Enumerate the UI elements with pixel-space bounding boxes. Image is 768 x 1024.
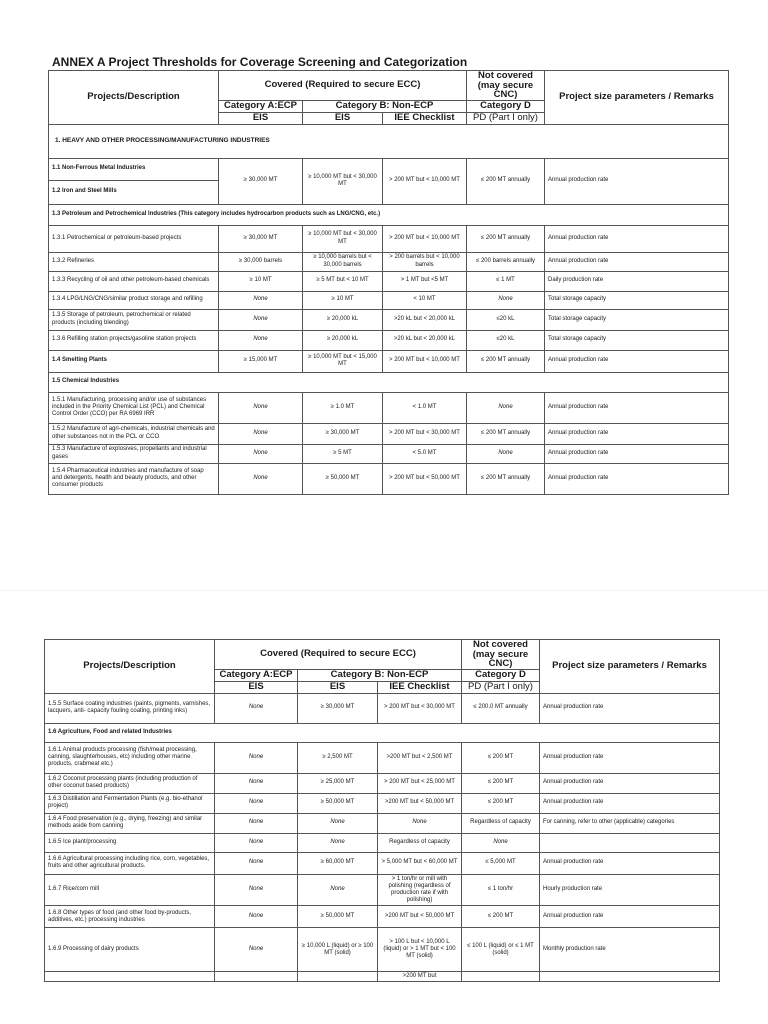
table-row-name: 1.3.6 Refilling station projects/gasoline station projects: [49, 330, 219, 350]
cell-cat-iee: >200 MT but < 50,000 MT: [378, 906, 462, 928]
table-body-3: [45, 693, 720, 742]
table-row: [45, 874, 720, 906]
document-title: ANNEX A Project Thresholds for Coverage Screening and Categorization: [52, 55, 468, 69]
cell-cat-d: ≤ 200 MT annually: [467, 225, 545, 252]
header-cat-b: Category B: Non-ECP: [298, 669, 462, 681]
table-row: [45, 833, 720, 852]
cell-cat-b: None: [298, 874, 378, 906]
cell-cat-d: ≤20 kL: [467, 309, 545, 330]
table-row-name: 1.5.4 Pharmaceutical industries and manufacture of soap and detergents, health and beauty products, and other consumer products: [49, 463, 219, 494]
table-row-name: 1.6.2 Coconut processing plants (including production of other coconut based products): [45, 773, 215, 793]
header-projects: Projects/Description: [45, 640, 215, 694]
cell-cat-b: ≥ 50,000 MT: [298, 906, 378, 928]
cell-param: Annual production rate: [545, 392, 729, 423]
cell-cat-b: ≥ 5 MT but < 10 MT: [303, 271, 383, 291]
cell-cat-iee: > 200 MT but < 50,000 MT: [383, 463, 467, 494]
table-body-2: [49, 372, 729, 392]
table-body-chemical: [49, 392, 729, 494]
cut-cell: [462, 972, 540, 982]
cell-cat-b: ≥ 20,000 kL: [303, 330, 383, 350]
cell-param: Annual production rate: [545, 423, 729, 444]
section-heading: 1.3 Petroleum and Petrochemical Industries (This category includes hydrocarbon products such as LNG/CNG, etc.): [49, 204, 729, 225]
header-eis-a: EIS: [215, 681, 298, 693]
header-eis-b: EIS: [298, 681, 378, 693]
cell-cat-a: None: [219, 463, 303, 494]
cell-cat-b: ≥ 10,000 MT but < 15,000 MT: [303, 350, 383, 372]
cell-cat-d: ≤ 200 MT annually: [467, 463, 545, 494]
cell-cat-iee: > 200 MT but < 10,000 MT: [383, 225, 467, 252]
cell-cat-b: ≥ 50,000 MT: [303, 463, 383, 494]
table-row-name: 1.6.1 Animal products processing (fish/meat processing, canning, slaughterhouses, etc) including other marine products, crabmeat etc.): [45, 742, 215, 773]
cell-cat-a: ≥ 30,000 barrels: [219, 252, 303, 271]
cell-cat-iee: > 1 MT but <5 MT: [383, 271, 467, 291]
cell-cat-iee: > 200 barrels but < 10,000 barrels: [383, 252, 467, 271]
table-row: [49, 309, 729, 330]
thresholds-table-page-2: [44, 639, 720, 982]
cell-param: Annual production rate: [540, 693, 720, 723]
table-row-name: 1.3.1 Petrochemical or petroleum-based projects: [49, 225, 219, 252]
header-params: Project size parameters / Remarks: [545, 71, 729, 125]
header-not-covered: Not covered (may secure CNC): [467, 71, 545, 101]
table-row: [45, 928, 720, 972]
cell-param: Total storage capacity: [545, 291, 729, 309]
header-params: Project size parameters / Remarks: [540, 640, 720, 694]
cell-cat-a: None: [215, 793, 298, 813]
table-row-name: 1.6.6 Agricultural processing including rice, corn, vegetables, fruits and other agricultural products.: [45, 852, 215, 874]
cell-param: Annual production rate: [540, 793, 720, 813]
header-covered: Covered (Required to secure ECC): [215, 640, 462, 670]
cell-cat-iee: < 10 MT: [383, 291, 467, 309]
cell-cat-d: ≤ 5,000 MT: [462, 852, 540, 874]
table-row: [49, 291, 729, 309]
cell-param: Annual production rate: [545, 158, 729, 204]
page-divider: [0, 590, 768, 591]
cell-cat-iee: >20 kL but < 20,000 kL: [383, 309, 467, 330]
cell-cat-b: ≥ 10,000 L (liquid) or ≥ 100 MT (solid): [298, 928, 378, 972]
table-row: [45, 813, 720, 833]
cell-cat-d: ≤ 200 MT: [462, 793, 540, 813]
header-cat-d: Category D: [467, 100, 545, 112]
cell-cat-a: None: [215, 906, 298, 928]
cell-param: Annual production rate: [540, 773, 720, 793]
header-iee: IEE Checklist: [383, 112, 467, 124]
thresholds-table-page-1: [48, 70, 729, 495]
table-row: [45, 742, 720, 773]
cell-iee: >200 MT but: [378, 972, 462, 982]
table-row-name: 1.5.5 Surface coating industries (paints, pigments, varnishes, lacquers, anti- capacity fouling coating, printing inks): [45, 693, 215, 723]
table-row: [49, 350, 729, 372]
cell-param: Annual production rate: [545, 252, 729, 271]
cell-cat-d: None: [467, 392, 545, 423]
table-row-name: 1.3.5 Storage of petroleum, petrochemical or related products (including blending): [49, 309, 219, 330]
cell-cat-iee: > 200 MT but < 25,000 MT: [378, 773, 462, 793]
table-row-name: 1.5.2 Manufacture of agri-chemicals, industrial chemicals and other substances not in the PCL or CCO: [49, 423, 219, 444]
cell-cat-iee: >200 MT but < 50,000 MT: [378, 793, 462, 813]
table-row-name: 1.6.4 Food preservation (e.g., drying, freezing) and similar methods aside from canning: [45, 813, 215, 833]
table-row: [49, 330, 729, 350]
table-row: [45, 773, 720, 793]
cell-cat-d: ≤ 200 MT: [462, 742, 540, 773]
cell-cat-b: ≥ 5 MT: [303, 444, 383, 463]
cell-cat-iee: > 5,000 MT but < 60,000 MT: [378, 852, 462, 874]
table-row-name: 1.6.3 Distillation and Fermentation Plants (e.g. bio-ethanol project): [45, 793, 215, 813]
cut-cell: [215, 972, 298, 982]
table-row-name: 1.6.5 Ice plant/processing: [45, 833, 215, 852]
cell-cat-d: ≤ 1 ton/hr: [462, 874, 540, 906]
cell-cat-b: None: [298, 813, 378, 833]
table-row-name: 1.1 Non-Ferrous Metal Industries: [49, 158, 219, 180]
cell-param: For canning, refer to other (applicable) categories: [540, 813, 720, 833]
cell-cat-a: None: [215, 693, 298, 723]
cell-cat-b: ≥ 10 MT: [303, 291, 383, 309]
cell-param: Total storage capacity: [545, 309, 729, 330]
table-row-name: 1.2 Iron and Steel Mills: [49, 180, 219, 204]
cell-cat-d: ≤ 200 MT annually: [467, 423, 545, 444]
header-covered: Covered (Required to secure ECC): [219, 71, 467, 101]
cell-cat-b: ≥ 20,000 kL: [303, 309, 383, 330]
cell-cat-a: None: [219, 330, 303, 350]
cell-param: Daily production rate: [545, 271, 729, 291]
cell-cat-b: ≥ 10,000 MT but < 30,000 MT: [303, 225, 383, 252]
header-pd: PD (Part I only): [467, 112, 545, 124]
cell-cat-iee: None: [378, 813, 462, 833]
cell-cat-iee: > 200 MT but < 10,000 MT: [383, 350, 467, 372]
cell-cat-b: ≥ 50,000 MT: [298, 793, 378, 813]
cell-cat-a: None: [215, 928, 298, 972]
section-heading: 1.6 Agriculture, Food and related Industries: [45, 723, 720, 742]
cell-cat-d: ≤ 200 MT: [462, 773, 540, 793]
cell-cat-d: Regardless of capacity: [462, 813, 540, 833]
cut-cell: [45, 972, 215, 982]
table-row: [45, 793, 720, 813]
cell-cat-iee: > 100 L but < 10,000 L (liquid) or > 1 MT but < 100 MT (solid): [378, 928, 462, 972]
cell-cat-iee: Regardless of capacity: [378, 833, 462, 852]
header-eis-b: EIS: [303, 112, 383, 124]
cell-cat-a: None: [219, 423, 303, 444]
cell-cat-a: None: [219, 392, 303, 423]
cell-cat-iee: >20 kL but < 20,000 kL: [383, 330, 467, 350]
table-row-name: 1.6.8 Other types of food (and other food by-products, additives, etc.) processing industries: [45, 906, 215, 928]
cell-cat-a: None: [215, 773, 298, 793]
cell-cat-b: ≥ 1.0 MT: [303, 392, 383, 423]
cell-cat-b: None: [298, 833, 378, 852]
header-cat-b: Category B: Non-ECP: [303, 100, 467, 112]
header-not-covered: Not covered (may secure CNC): [462, 640, 540, 670]
cell-param: Hourly production rate: [540, 874, 720, 906]
cell-cat-b: ≥ 25,000 MT: [298, 773, 378, 793]
cell-cat-b: ≥ 30,000 MT: [298, 693, 378, 723]
cell-param: Annual production rate: [540, 742, 720, 773]
cut-cell: [540, 972, 720, 982]
table-header: [45, 640, 720, 694]
cell-cat-a: None: [215, 813, 298, 833]
header-projects: Projects/Description: [49, 71, 219, 125]
table-row-name: 1.3.3 Recycling of oil and other petroleum-based chemicals: [49, 271, 219, 291]
cell-cat-b: ≥ 2,500 MT: [298, 742, 378, 773]
cell-cat-iee: < 1.0 MT: [383, 392, 467, 423]
cell-cat-a: ≥ 30,000 MT: [219, 225, 303, 252]
cell-cat-b: ≥ 30,000 MT: [303, 423, 383, 444]
cell-cat-d: ≤ 200 barrels annually: [467, 252, 545, 271]
table-row: [49, 271, 729, 291]
cell-cat-d: ≤ 200 MT annually: [467, 158, 545, 204]
header-cat-d: Category D: [462, 669, 540, 681]
table-row: [45, 906, 720, 928]
cell-cat-b: ≥ 10,000 barrels but < 30,000 barrels: [303, 252, 383, 271]
cell-param: Annual production rate: [545, 444, 729, 463]
table-row-name: 1.4 Smelting Plants: [49, 350, 219, 372]
table-row: [49, 463, 729, 494]
cell-cat-a: ≥ 30,000 MT: [219, 158, 303, 204]
table-row-name: 1.6.9 Processing of dairy products: [45, 928, 215, 972]
cell-cat-d: ≤ 100 L (liquid) or ≤ 1 MT (solid): [462, 928, 540, 972]
table-row: [45, 852, 720, 874]
cell-param: Annual production rate: [540, 852, 720, 874]
table-row-name: 1.6.7 Rice/corn mill: [45, 874, 215, 906]
cell-cat-a: ≥ 15,000 MT: [219, 350, 303, 372]
cell-cat-iee: > 200 MT but < 30,000 MT: [383, 423, 467, 444]
table-body-1: [49, 124, 729, 225]
cell-cat-a: None: [215, 852, 298, 874]
header-cat-a: Category A:ECP: [219, 100, 303, 112]
cell-cat-d: None: [462, 833, 540, 852]
table-row: [49, 444, 729, 463]
cell-cat-a: None: [215, 742, 298, 773]
cell-cat-b: ≥ 10,000 MT but < 30,000 MT: [303, 158, 383, 204]
header-cat-a: Category A:ECP: [215, 669, 298, 681]
cell-param: [540, 833, 720, 852]
header-pd: PD (Part I only): [462, 681, 540, 693]
cut-cell: [298, 972, 378, 982]
cell-param: Monthly production rate: [540, 928, 720, 972]
table-row-name: 1.5.1 Manufacturing, processing and/or use of substances included in the Priority Chemical List (PCL) and Chemical Control Order (CCO) per RA 6969 IRR: [49, 392, 219, 423]
cell-cat-a: None: [215, 833, 298, 852]
cell-cat-d: ≤ 200.0 MT annually: [462, 693, 540, 723]
table-header: [49, 71, 729, 125]
table-row: [49, 225, 729, 252]
table-body-petroleum: [49, 225, 729, 372]
cell-cat-iee: > 1 ton/hr or mill with polishing (regardless of production rate if with polishing): [378, 874, 462, 906]
cell-cat-a: None: [219, 444, 303, 463]
table-row-name: 1.3.4 LPG/LNG/CNG/similar product storage and refilling: [49, 291, 219, 309]
header-eis-a: EIS: [219, 112, 303, 124]
cell-param: Total storage capacity: [545, 330, 729, 350]
cell-cat-a: None: [219, 309, 303, 330]
table-body-agriculture: [45, 742, 720, 972]
cell-cat-a: None: [219, 291, 303, 309]
cell-param: Annual production rate: [545, 463, 729, 494]
cell-iee: > 200 MT but < 30,000 MT: [378, 693, 462, 723]
table-row: [49, 423, 729, 444]
cell-cat-iee: >200 MT but < 2,500 MT: [378, 742, 462, 773]
cell-cat-d: None: [467, 444, 545, 463]
section-heading: 1. HEAVY AND OTHER PROCESSING/MANUFACTURING INDUSTRIES: [49, 124, 729, 158]
header-iee: IEE Checklist: [378, 681, 462, 693]
cell-cat-a: None: [215, 874, 298, 906]
cell-cat-iee: < 5.0 MT: [383, 444, 467, 463]
cell-cat-d: None: [467, 291, 545, 309]
cell-param: Annual production rate: [540, 906, 720, 928]
table-row-name: 1.3.2 Refineries: [49, 252, 219, 271]
table-body-cut: [45, 972, 720, 982]
cell-cat-d: ≤ 1 MT: [467, 271, 545, 291]
cell-cat-d: ≤ 200 MT: [462, 906, 540, 928]
section-heading: 1.5 Chemical Industries: [49, 372, 729, 392]
cell-cat-d: ≤ 200 MT annually: [467, 350, 545, 372]
table-row: [49, 392, 729, 423]
cell-iee: > 200 MT but < 10,000 MT: [383, 158, 467, 204]
cell-param: Annual production rate: [545, 350, 729, 372]
cell-cat-a: ≥ 10 MT: [219, 271, 303, 291]
table-row: [49, 252, 729, 271]
cell-cat-d: ≤20 kL: [467, 330, 545, 350]
table-row-name: 1.5.3 Manufacture of explosives, propellants and industrial gases: [49, 444, 219, 463]
cell-param: Annual production rate: [545, 225, 729, 252]
cell-cat-b: ≥ 60,000 MT: [298, 852, 378, 874]
